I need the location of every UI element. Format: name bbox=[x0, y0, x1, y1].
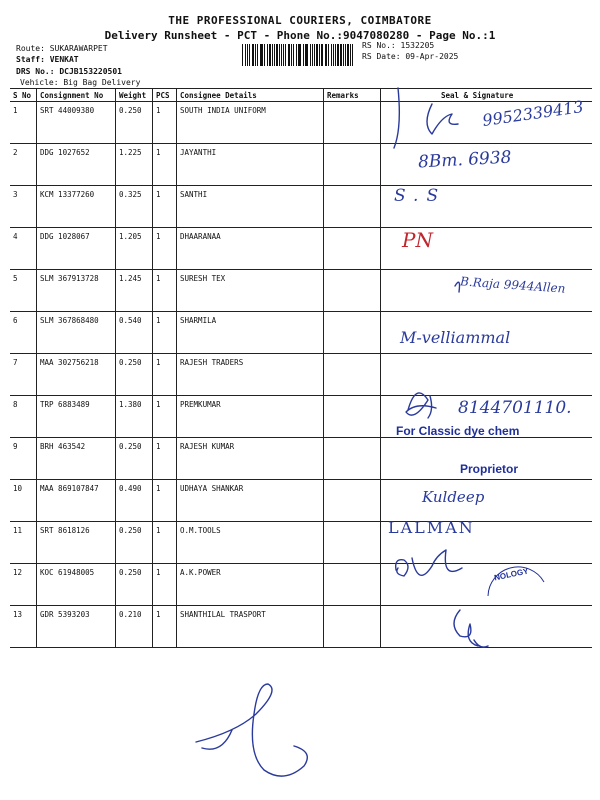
row-pcs: 1 bbox=[153, 480, 177, 522]
barcode-bar bbox=[303, 44, 304, 66]
delivery-staff-signature bbox=[196, 684, 307, 776]
row-consignee: DHAARANAA bbox=[177, 228, 324, 270]
row-consignment-no: MAA 869107847 bbox=[37, 480, 116, 522]
row-consignment-no: MAA 302756218 bbox=[37, 354, 116, 396]
rs-number: RS No.: 1532205 bbox=[362, 41, 435, 50]
barcode-bar bbox=[316, 44, 318, 66]
row-pcs: 1 bbox=[153, 522, 177, 564]
row-weight: 0.250 bbox=[116, 564, 153, 606]
row-weight: 0.540 bbox=[116, 312, 153, 354]
barcode-bar bbox=[335, 44, 336, 66]
handwritten-sign-3: S.S bbox=[394, 186, 447, 206]
row-pcs: 1 bbox=[153, 312, 177, 354]
row-weight: 0.250 bbox=[116, 102, 153, 144]
row-consignee: SHARMILA bbox=[177, 312, 324, 354]
col-consignment: Consignment No bbox=[37, 89, 116, 102]
row-consignment-no: KOC 61948005 bbox=[37, 564, 116, 606]
barcode-image bbox=[242, 44, 354, 66]
barcode-bar bbox=[347, 44, 348, 66]
row-sno: 7 bbox=[10, 354, 37, 396]
row-weight: 0.250 bbox=[116, 438, 153, 480]
table-row bbox=[10, 186, 592, 228]
barcode-bar bbox=[257, 44, 258, 66]
row-consignment-no: SRT 44009380 bbox=[37, 102, 116, 144]
barcode-bar bbox=[306, 44, 307, 66]
stamp-ring-text: NOLOGY bbox=[493, 566, 530, 583]
row-weight: 1.380 bbox=[116, 396, 153, 438]
barcode-bar bbox=[260, 44, 261, 66]
row-consignment-no: DDG 1027652 bbox=[37, 144, 116, 186]
row-consignment-no: BRH 463542 bbox=[37, 438, 116, 480]
rs-date: RS Date: 09-Apr-2025 bbox=[362, 52, 459, 61]
row-consignee: SURESH TEX bbox=[177, 270, 324, 312]
row-pcs: 1 bbox=[153, 606, 177, 648]
row-remarks bbox=[324, 438, 381, 480]
barcode-bar bbox=[279, 44, 280, 66]
barcode-bar bbox=[298, 44, 299, 66]
row-weight: 1.245 bbox=[116, 270, 153, 312]
row-consignee: RAJESH KUMAR bbox=[177, 438, 324, 480]
row-signature-cell bbox=[381, 564, 593, 606]
row-remarks bbox=[324, 522, 381, 564]
row-remarks bbox=[324, 396, 381, 438]
row-sno: 2 bbox=[10, 144, 37, 186]
row-consignment-no: SLM 367868480 bbox=[37, 312, 116, 354]
row-pcs: 1 bbox=[153, 354, 177, 396]
barcode-bar bbox=[333, 44, 334, 66]
row-remarks bbox=[324, 186, 381, 228]
barcode-bar bbox=[272, 44, 273, 66]
row-remarks bbox=[324, 354, 381, 396]
row-pcs: 1 bbox=[153, 186, 177, 228]
barcode-bar bbox=[293, 44, 294, 66]
handwritten-sign-10: Kuldeep bbox=[422, 488, 485, 506]
barcode-bar bbox=[285, 44, 286, 66]
barcode-bar bbox=[305, 44, 306, 66]
row-signature-cell bbox=[381, 354, 593, 396]
row-consignee: PREMKUMAR bbox=[177, 396, 324, 438]
barcode-bar bbox=[326, 44, 327, 66]
row-weight: 0.490 bbox=[116, 480, 153, 522]
barcode-bar bbox=[245, 44, 246, 66]
row-consignee: SHANTHILAL TRASPORT bbox=[177, 606, 324, 648]
row-sno: 1 bbox=[10, 102, 37, 144]
runsheet-table bbox=[10, 88, 592, 648]
barcode-bar bbox=[299, 44, 300, 66]
row-remarks bbox=[324, 312, 381, 354]
row-remarks bbox=[324, 144, 381, 186]
row-sno: 4 bbox=[10, 228, 37, 270]
barcode-bar bbox=[337, 44, 339, 66]
row-remarks bbox=[324, 102, 381, 144]
row-remarks bbox=[324, 270, 381, 312]
barcode-bar bbox=[350, 44, 351, 66]
row-consignment-no: SRT 8618126 bbox=[37, 522, 116, 564]
barcode-bar bbox=[274, 44, 275, 66]
row-weight: 0.250 bbox=[116, 354, 153, 396]
row-remarks bbox=[324, 228, 381, 270]
stamp-proprietor: Proprietor bbox=[460, 462, 519, 476]
drs-number: DRS No.: DCJB153220501 bbox=[16, 67, 122, 76]
barcode-bar bbox=[281, 44, 282, 66]
row-sno: 9 bbox=[10, 438, 37, 480]
handwritten-phone-8: 8144701110. bbox=[458, 398, 572, 418]
table-row bbox=[10, 228, 592, 270]
row-sno: 3 bbox=[10, 186, 37, 228]
stamp-company: For Classic dye chem bbox=[396, 424, 520, 438]
barcode-bar bbox=[291, 44, 292, 66]
col-consignee: Consignee Details bbox=[177, 89, 324, 102]
barcode-bar bbox=[296, 44, 297, 66]
handwritten-sign-2: 8Bm. 6938 bbox=[417, 147, 512, 173]
row-consignment-no: GDR 5393203 bbox=[37, 606, 116, 648]
barcode-bar bbox=[310, 44, 311, 66]
col-signature: Seal & Signature bbox=[381, 89, 593, 102]
barcode-bar bbox=[283, 44, 284, 66]
barcode-bar bbox=[321, 44, 322, 66]
barcode-bar bbox=[267, 44, 268, 66]
barcode-bar bbox=[264, 44, 265, 66]
barcode-bar bbox=[242, 44, 243, 66]
row-weight: 0.210 bbox=[116, 606, 153, 648]
col-remarks: Remarks bbox=[324, 89, 381, 102]
row-consignee: RAJESH TRADERS bbox=[177, 354, 324, 396]
row-pcs: 1 bbox=[153, 438, 177, 480]
row-sno: 13 bbox=[10, 606, 37, 648]
col-weight: Weight bbox=[116, 89, 153, 102]
route-label: Route: SUKARAWARPET bbox=[16, 44, 108, 53]
barcode-bar bbox=[340, 44, 341, 66]
row-consignee: UDHAYA SHANKAR bbox=[177, 480, 324, 522]
row-weight: 1.205 bbox=[116, 228, 153, 270]
row-consignee: SANTHI bbox=[177, 186, 324, 228]
barcode-bar bbox=[312, 44, 313, 66]
barcode-bar bbox=[288, 44, 290, 66]
company-title: THE PROFESSIONAL COURIERS, COIMBATORE bbox=[168, 14, 432, 27]
barcode-bar bbox=[249, 44, 250, 66]
barcode-bar bbox=[261, 44, 262, 66]
barcode-bar bbox=[343, 44, 344, 66]
row-sno: 5 bbox=[10, 270, 37, 312]
barcode-bar bbox=[328, 44, 329, 66]
row-consignee: JAYANTHI bbox=[177, 144, 324, 186]
row-signature-cell bbox=[381, 606, 593, 648]
barcode-bar bbox=[247, 44, 248, 66]
barcode-bar bbox=[314, 44, 315, 66]
vehicle-label: Vehicle: Big Bag Delivery bbox=[20, 78, 141, 87]
row-pcs: 1 bbox=[153, 102, 177, 144]
row-signature-cell bbox=[381, 480, 593, 522]
row-weight: 0.325 bbox=[116, 186, 153, 228]
handwritten-sign-4: PN bbox=[402, 228, 433, 252]
runsheet-title: Delivery Runsheet - PCT - Phone No.:9047080280 - Page No.:1 bbox=[104, 29, 496, 42]
table-row bbox=[10, 354, 592, 396]
col-sno: S No bbox=[10, 89, 37, 102]
row-remarks bbox=[324, 606, 381, 648]
row-consignment-no: SLM 367913728 bbox=[37, 270, 116, 312]
row-remarks bbox=[324, 480, 381, 522]
handwritten-phone-1: 9952339413 bbox=[481, 97, 585, 130]
row-sno: 8 bbox=[10, 396, 37, 438]
row-weight: 0.250 bbox=[116, 522, 153, 564]
staff-label: Staff: VENKAT bbox=[16, 55, 79, 64]
col-pcs: PCS bbox=[153, 89, 177, 102]
barcode-bar bbox=[331, 44, 332, 66]
row-consignment-no: TRP 6883489 bbox=[37, 396, 116, 438]
row-sno: 10 bbox=[10, 480, 37, 522]
row-pcs: 1 bbox=[153, 228, 177, 270]
row-consignee: SOUTH INDIA UNIFORM bbox=[177, 102, 324, 144]
table-header-row bbox=[10, 89, 592, 102]
barcode-bar bbox=[345, 44, 346, 66]
table-row bbox=[10, 480, 592, 522]
handwritten-sign-11: LALMAN bbox=[388, 518, 475, 537]
row-sno: 6 bbox=[10, 312, 37, 354]
barcode-bar bbox=[319, 44, 320, 66]
row-weight: 1.225 bbox=[116, 144, 153, 186]
handwritten-sign-6: M-velliammal bbox=[400, 328, 511, 347]
barcode-bar bbox=[252, 44, 254, 66]
table-row bbox=[10, 564, 592, 606]
row-pcs: 1 bbox=[153, 396, 177, 438]
row-consignment-no: DDG 1028067 bbox=[37, 228, 116, 270]
table-row bbox=[10, 522, 592, 564]
row-remarks bbox=[324, 564, 381, 606]
row-pcs: 1 bbox=[153, 564, 177, 606]
row-consignee: O.M.TOOLS bbox=[177, 522, 324, 564]
row-consignee: A.K.POWER bbox=[177, 564, 324, 606]
row-sno: 12 bbox=[10, 564, 37, 606]
barcode-bar bbox=[352, 44, 353, 66]
handwritten-sign-5: B.Raja 9944Allen bbox=[459, 274, 566, 296]
row-pcs: 1 bbox=[153, 270, 177, 312]
barcode-bar bbox=[276, 44, 277, 66]
row-pcs: 1 bbox=[153, 144, 177, 186]
barcode-bar bbox=[269, 44, 271, 66]
table-row bbox=[10, 606, 592, 648]
row-sno: 11 bbox=[10, 522, 37, 564]
barcode-bar bbox=[325, 44, 326, 66]
row-consignment-no: KCM 13377260 bbox=[37, 186, 116, 228]
barcode-bar bbox=[255, 44, 256, 66]
